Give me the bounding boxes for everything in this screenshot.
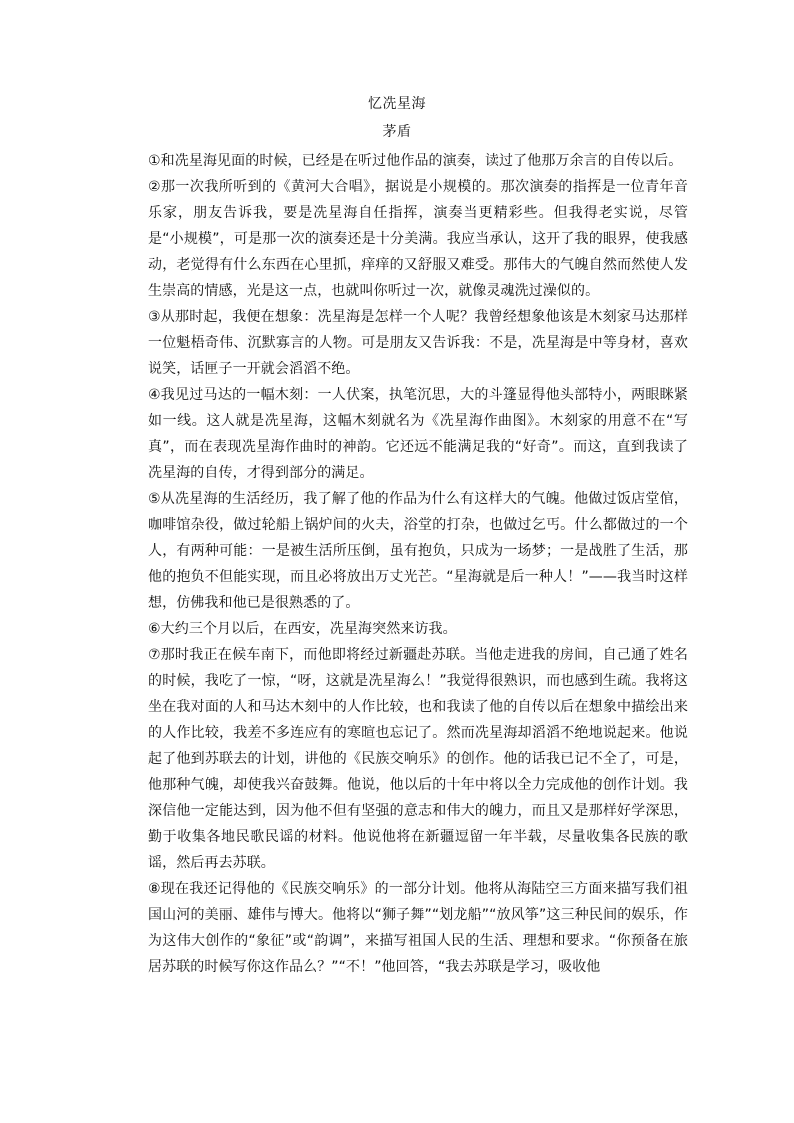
document-body <box>148 148 688 980</box>
paragraph-6: ⑥大约三个月以后，在西安，冼星海突然来访我。 <box>148 621 457 637</box>
paragraph-1: ①和冼星海见面的时候，已经是在听过他作品的演奏，读过了他那万余言的自传以后。 <box>148 153 683 169</box>
paragraph-7: ⑦那时我正在候车南下，而他即将经过新疆赴苏联。当他走进我的房间，自己通了姓名的时候，我吃了一惊，“呀，这就是冼星海么！”我觉得很熟识，而也感到生疏。我将这坐在我对面的人和马达木刻中的人作比较，也和我读了他的自传以后在想象中描绘出来的人作比较，我差不多连应有的寒暄也忘记了。然而冼星海却滔滔不绝地说起来。他说起了他到苏联去的计划，讲他的《民族交响乐》的创作。他的话我已记不全了，可是，他那种气魄，却使我兴奋鼓舞。他说，他以后的十年中将以全力完成他的创作计划。我深信他一定能达到，因为他不但有坚强的意志和伟大的魄力，而且又是那样好学深思，勤于收集各地民歌民谣的材料。他说他将在新疆逗留一年半载，尽量收集各民族的歌谣，然后再去苏联。 <box>148 647 688 871</box>
paragraph-3: ③从那时起，我便在想象：冼星海是怎样一个人呢？我曾经想象他该是木刻家马达那样一位魁梧奇伟、沉默寡言的人物。可是朋友又告诉我：不是，冼星海是中等身材，喜欢说笑，话匣子一开就会滔滔不绝。 <box>148 309 688 377</box>
paragraph-5: ⑤从冼星海的生活经历，我了解了他的作品为什么有这样大的气魄。他做过饭店堂倌，咖啡馆杂役，做过轮船上锅炉间的火夫，浴堂的打杂，也做过乞丐。什么都做过的一个人，有两种可能：一是被生活所压倒，虽有抱负，只成为一场梦；一是战胜了生活，那他的抱负不但能实现，而且必将放出万丈光芒。“星海就是后一种人！”——我当时这样想，仿佛我和他已是很熟悉的了。 <box>148 491 688 611</box>
document-title: 忆冼星海 <box>368 96 426 112</box>
paragraph-4: ④我见过马达的一幅木刻：一人伏案，执笔沉思，大的斗篷显得他头部特小，两眼眯紧如一线。这人就是冼星海，这幅木刻就名为《冼星海作曲图》。木刻家的用意不在“写真”，而在表现冼星海作曲时的神韵。它还远不能满足我的“好奇”。而这，直到我读了冼星海的自传，才得到部分的满足。 <box>148 387 688 481</box>
document-author: 茅盾 <box>382 124 412 140</box>
paragraph-2: ②那一次我所听到的《黄河大合唱》，据说是小规模的。那次演奏的指挥是一位青年音乐家，朋友告诉我，要是冼星海自任指挥，演奏当更精彩些。但我得老实说，尽管是“小规模”，可是那一次的演奏还是十分美满。我应当承认，这开了我的眼界，使我感动，老觉得有什么东西在心里抓，痒痒的又舒服又难受。那伟大的气魄自然而然使人发生崇高的情感，光是这一点，也就叫你听过一次，就像灵魂洗过澡似的。 <box>148 179 688 299</box>
paragraph-8: ⑧现在我还记得他的《民族交响乐》的一部分计划。他将从海陆空三方面来描写我们祖国山河的美丽、雄伟与博大。他将以“狮子舞”“划龙船”“放风筝”这三种民间的娱乐，作为这伟大创作的“象征”或“韵调”，来描写祖国人民的生活、理想和要求。“你预备在旅居苏联的时候写你这作品么？”“不！”他回答，“我去苏联是学习，吸收他 <box>148 881 688 975</box>
